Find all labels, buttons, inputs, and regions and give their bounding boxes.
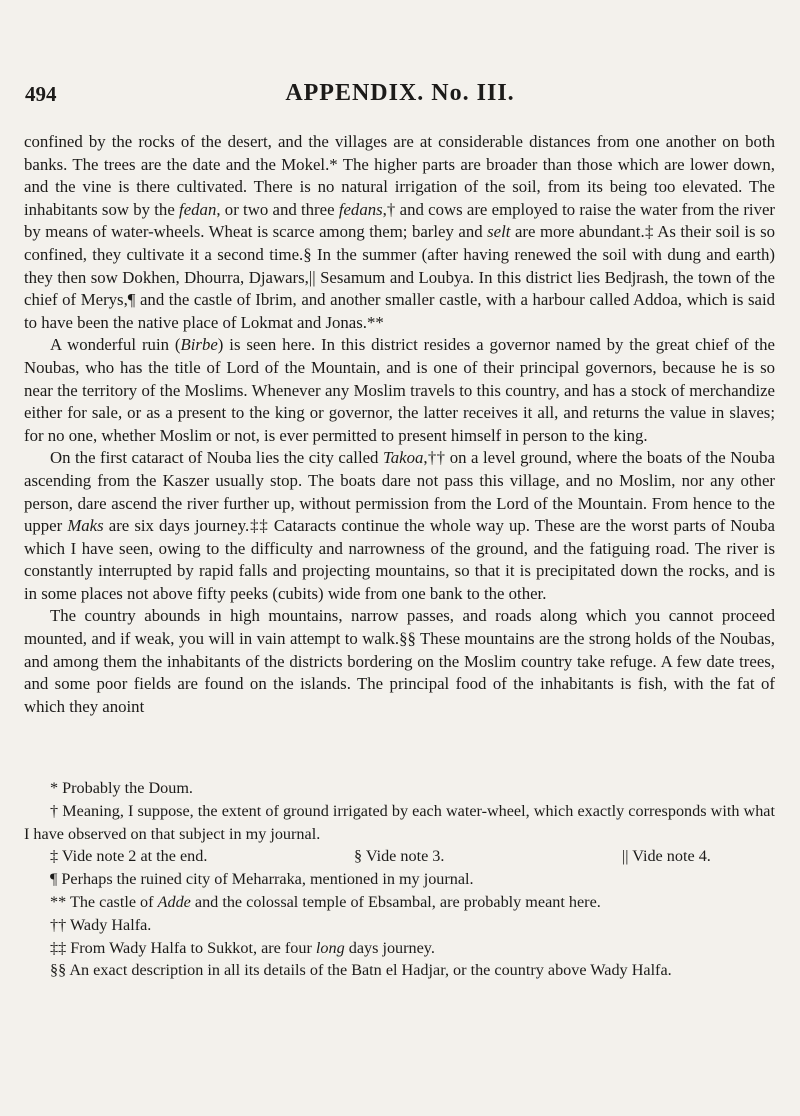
paragraph-1: confined by the rocks of the desert, and the villages are at considerable distances from one another on both banks. The trees are the date and the Mokel.* The higher parts are broader than those which are lower down, and the vine is there cultivated. There is no natural irrigation of the soil, from its being too elevated. The inhabitants sow by the fedan, or two and three fedans,† and cows are employed to raise the water from the river by means of water-wheels. Wheat is scarce among them; barley and selt are more abundant.‡ As their soil is so confined, they cultivate it a second time.§ In the summer (after having renewed the soil with dung and earth) they then sow Dokhen, Dhourra, Djawars,|| Sesamum and Loubya. In this district lies Bedjrash, the town of the chief of Merys,¶ and the castle of Ibrim, and another smaller castle, with a harbour called Addoa, which is said to have been the native place of Lokmat and Jonas.** [24, 132, 776, 332]
footnote-2: † Meaning, I suppose, the extent of ground irrigated by each water-wheel, which exactly corresponds with what I have observed on that subject in my journal. [24, 801, 775, 843]
footnote-8: †† Wady Halfa. [50, 915, 152, 934]
paragraph-4: The country abounds in high mountains, narrow passes, and roads along which you cannot proceed mounted, and if weak, you will in vain attempt to walk.§§ These mountains are the strong holds of the Noubas, and among them the inhabitants of the districts bordering on the Moslim country take refuge. A few date trees, and some poor fields are found on the islands. The principal food of the inhabitants is fish, with the fat of which they anoint [24, 606, 775, 716]
footnote-4: § Vide note 3. [354, 847, 445, 866]
footnote-10: §§ An exact description in all its details of the Batn el Hadjar, or the country above Wady Halfa. [50, 961, 672, 980]
paragraph-3: On the first cataract of Nouba lies the city called Takoa,†† on a level ground, where the boats of the Nouba ascending from the Kaszer usually stop. The boats dare not pass this village, and no Moslim, nor any other person, dare ascend the river further up, without permission from the Lord of the Mountain. From hence to the upper Maks are six days journey.‡‡ Cataracts continue the whole way up. These are the worst parts of Nouba which I have seen, owing to the difficulty and narrowness of the ground, and the fatiguing road. The river is constantly interrupted by rapid falls and projecting mountains, so that it is precipitated down the rocks, and is in some places not above fifty peeks (cubits) wide from one bank to the other. [24, 448, 776, 603]
running-head: APPENDIX. No. III. [285, 80, 515, 106]
page-header [22, 80, 778, 110]
footnote-5: || Vide note 4. [622, 847, 711, 866]
paragraph-2: A wonderful ruin (Birbe) is seen here. In this district resides a governor named by the great chief of the Noubas, who has the title of Lord of the Mountain, and is one of their principal governors, because he is so near the territory of the Moslims. Whenever any Moslim travels to this country, and has a stock of merchandize either for sale, or as a present to the king or governor, the latter receives it all, and returns the value in slaves; for no one, whether Moslim or not, is ever permitted to present himself in person to the king. [24, 335, 775, 445]
page-number: 494 [25, 82, 57, 106]
footnote-1: * Probably the Doum. [50, 779, 193, 797]
footnote-row-3-5 [24, 845, 775, 868]
footnote-6: ¶ Perhaps the ruined city of Meharraka, mentioned in my journal. [50, 870, 474, 889]
footnotes [24, 777, 775, 982]
footnote-9: ‡‡ From Wady Halfa to Sukkot, are four long days journey. [50, 938, 435, 957]
footnote-7: ** The castle of Adde and the colossal temple of Ebsambal, are probably meant here. [50, 892, 601, 911]
footnote-3: ‡ Vide note 2 at the end. [50, 847, 208, 866]
main-text [24, 131, 775, 718]
